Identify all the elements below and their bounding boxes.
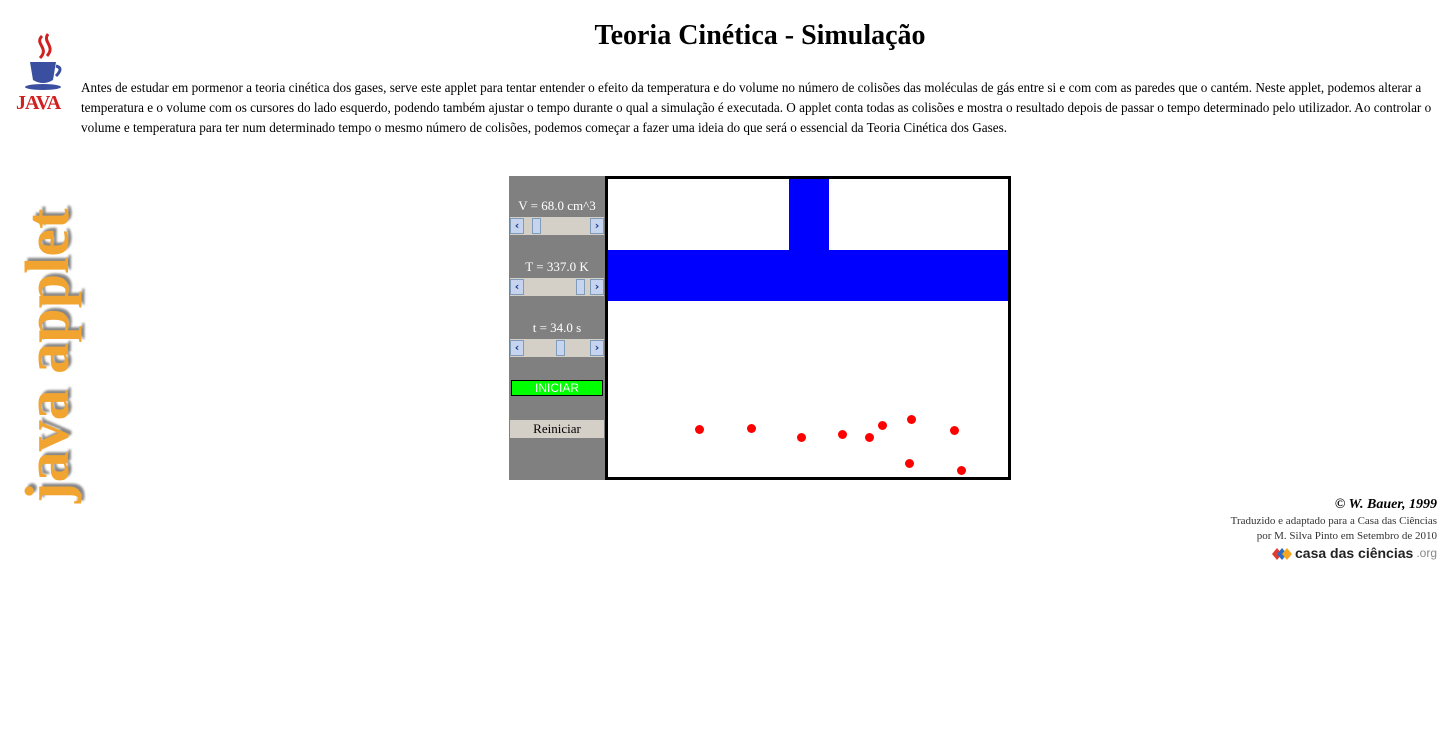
page-title: Teoria Cinética - Simulação (594, 20, 926, 51)
kinetic-theory-applet (509, 176, 1011, 480)
volume-slider[interactable] (510, 217, 604, 235)
casa-logo-suffix: .org (1416, 546, 1437, 560)
casa-logo-icon (1272, 547, 1292, 561)
control-panel (509, 176, 605, 480)
gas-molecule (907, 415, 916, 424)
temperature-slider-thumb[interactable] (576, 279, 585, 295)
gas-molecule (905, 459, 914, 468)
piston-head[interactable] (608, 250, 1008, 301)
casa-logo-text: casa das ciências (1295, 545, 1414, 561)
time-slider-thumb[interactable] (556, 340, 565, 356)
credits-line-1: Traduzido e adaptado para a Casa das Ciências (1230, 515, 1437, 527)
chevron-right-icon[interactable]: › (590, 340, 604, 356)
chevron-left-icon[interactable]: ‹ (510, 340, 524, 356)
gas-molecule (747, 424, 756, 433)
gas-molecule (695, 425, 704, 434)
casa-das-ciencias-logo[interactable] (1272, 546, 1437, 561)
chevron-right-icon[interactable]: › (590, 218, 604, 234)
start-button[interactable]: INICIAR (511, 380, 603, 396)
chevron-left-icon[interactable]: ‹ (510, 279, 524, 295)
gas-molecule (950, 426, 959, 435)
time-slider[interactable] (510, 339, 604, 357)
gas-molecule (797, 433, 806, 442)
gas-molecule (865, 433, 874, 442)
java-applet-vertical-text: java applet (14, 208, 82, 503)
time-label: t = 34.0 s (532, 320, 582, 335)
temperature-label: T = 337.0 K (525, 259, 589, 274)
chevron-left-icon[interactable]: ‹ (510, 218, 524, 234)
gas-molecule (878, 421, 887, 430)
temperature-slider[interactable] (510, 278, 604, 296)
gas-molecule (957, 466, 966, 475)
credits-line-2: por M. Silva Pinto em Setembro de 2010 (1256, 530, 1437, 542)
piston-rod (789, 179, 829, 254)
copyright: © W. Bauer, 1999 (1334, 497, 1437, 512)
java-logo-text: JAVA (16, 92, 61, 114)
reset-button[interactable]: Reiniciar (510, 420, 604, 438)
volume-label: V = 68.0 cm^3 (518, 198, 596, 213)
volume-slider-thumb[interactable] (532, 218, 541, 234)
intro-paragraph: Antes de estudar em pormenor a teoria cinética dos gases, serve este applet para tentar entender o efeito da temperatura e do volume no número de colisões das moléculas de gás entre si e com com as paredes que o cantém. Neste applet, podemos alterar a temperatura e o volume com os cursores do lado esquerdo, podendo também ajustar o tempo durante o qual a simulação é executada. O applet conta todas as colisões e mostra o resultado depois de passar o tempo determinado pelo utilizador. Ao controlar o volume e temperatura para ter num determinado tempo o mesmo número de colisões, podemos começar a fazer uma ideia do que será o essencial da Teoria Cinética dos Gases. (81, 80, 1432, 135)
simulation-canvas (605, 176, 1011, 480)
credits (1231, 496, 1437, 566)
chevron-right-icon[interactable]: › (590, 279, 604, 295)
gas-molecule (838, 430, 847, 439)
